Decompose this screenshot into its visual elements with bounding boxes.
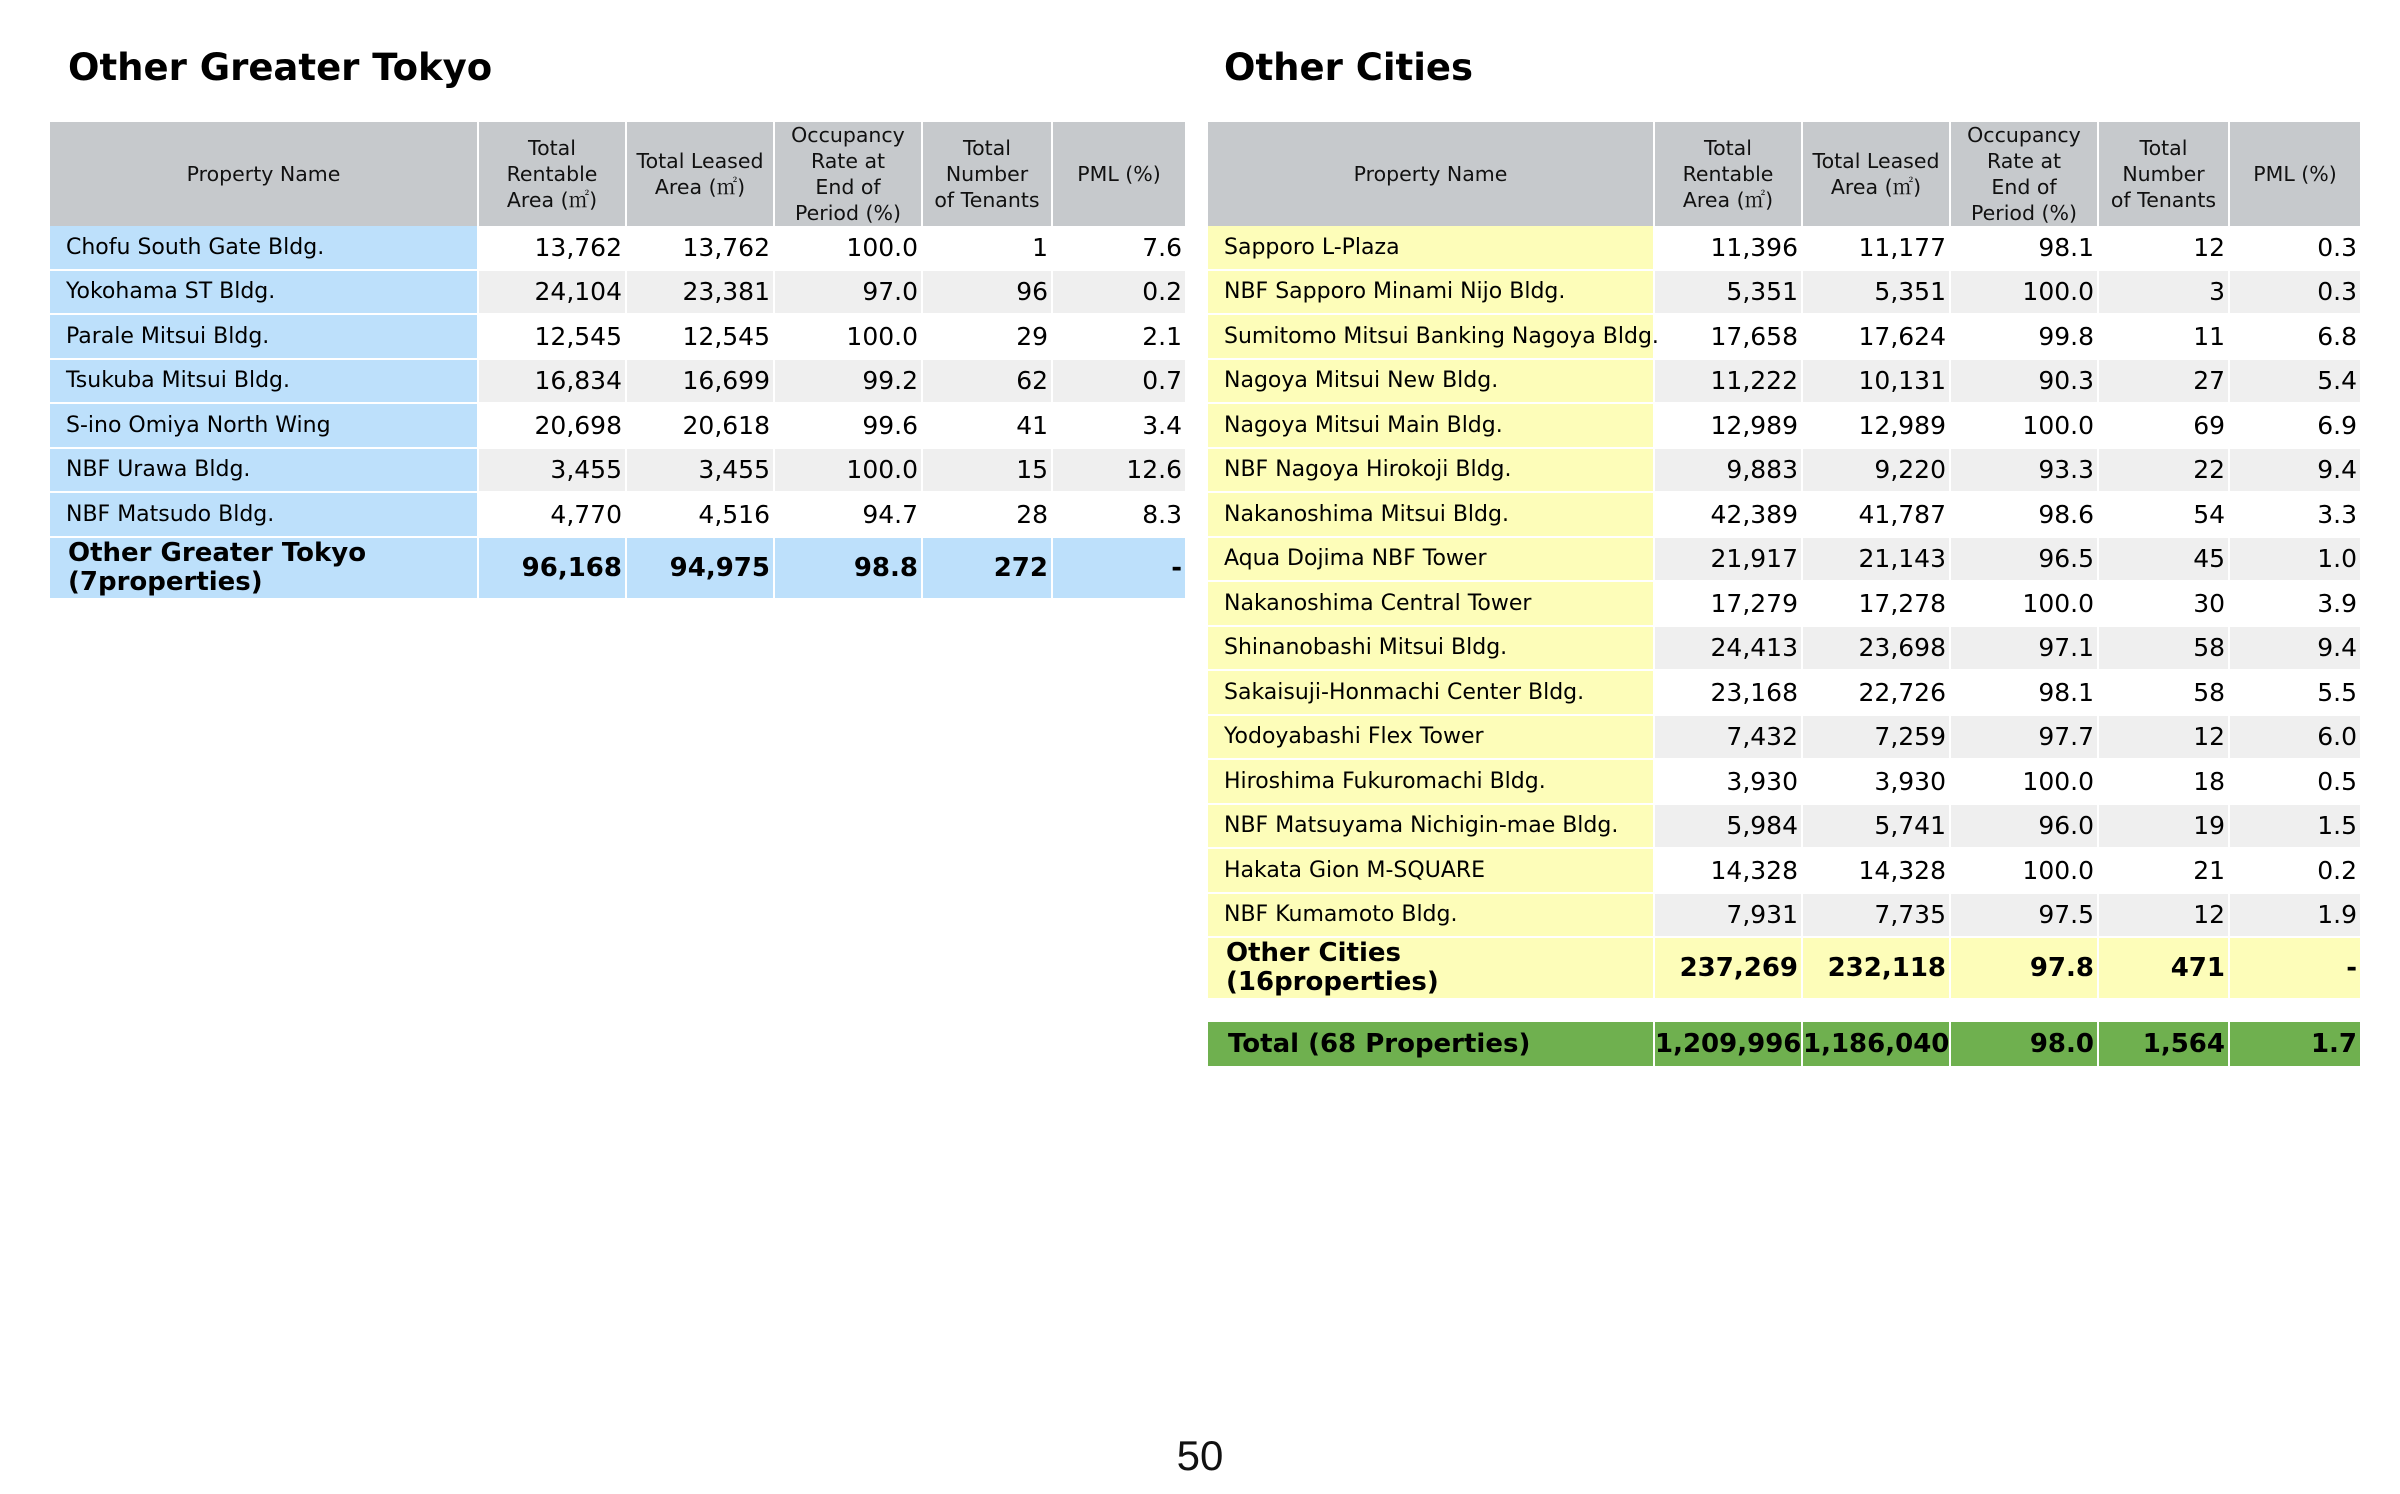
leased-area: 17,624 <box>1802 314 1950 359</box>
header-property-name: Property Name <box>1208 122 1654 226</box>
table-row <box>1208 448 2360 493</box>
tenant-count: 12 <box>2098 715 2229 760</box>
property-name: NBF Kumamoto Bldg. <box>1208 893 1654 938</box>
property-name: Nagoya Mitsui Main Bldg. <box>1208 403 1654 448</box>
header-occupancy-rate: Occupancy Rate at End of Period (%) <box>1950 122 2098 226</box>
subtotal-rentable-area: 96,168 <box>478 537 626 599</box>
table-row <box>50 492 1185 537</box>
header-row <box>1208 122 2360 226</box>
rentable-area: 17,279 <box>1654 581 1802 626</box>
leased-area: 14,328 <box>1802 848 1950 893</box>
tenant-count: 54 <box>2098 492 2229 537</box>
pml-value: 1.9 <box>2229 893 2360 938</box>
subtotal-label: Other Cities (16properties) <box>1208 937 1654 999</box>
rentable-area: 20,698 <box>478 403 626 448</box>
rentable-area: 16,834 <box>478 359 626 404</box>
rentable-area: 24,104 <box>478 270 626 315</box>
leased-area: 3,930 <box>1802 759 1950 804</box>
table-row <box>1208 226 2360 270</box>
leased-area: 5,741 <box>1802 804 1950 849</box>
occupancy-rate: 98.1 <box>1950 226 2098 270</box>
pml-value: 1.5 <box>2229 804 2360 849</box>
leased-area: 12,989 <box>1802 403 1950 448</box>
section-title-other-cities: Other Cities <box>1224 46 1474 89</box>
tenant-count: 29 <box>922 314 1052 359</box>
pml-value: 0.3 <box>2229 270 2360 315</box>
table-row <box>1208 848 2360 893</box>
grand-total-tenant-count: 1,564 <box>2098 1022 2229 1066</box>
rentable-area: 7,931 <box>1654 893 1802 938</box>
grand-total-rentable-area: 1,209,996 <box>1654 1022 1802 1066</box>
rentable-area: 11,222 <box>1654 359 1802 404</box>
pml-value: 9.4 <box>2229 448 2360 493</box>
property-name: NBF Matsudo Bldg. <box>50 492 478 537</box>
pml-value: 3.3 <box>2229 492 2360 537</box>
table-row <box>50 448 1185 493</box>
rentable-area: 21,917 <box>1654 537 1802 582</box>
subtotal-pml: - <box>1052 537 1185 599</box>
header-tenants: Total Number of Tenants <box>922 122 1052 226</box>
leased-area: 23,698 <box>1802 626 1950 671</box>
subtotal-occupancy-rate: 97.8 <box>1950 937 2098 999</box>
tenant-count: 22 <box>2098 448 2229 493</box>
subtotal-occupancy-rate: 98.8 <box>774 537 922 599</box>
leased-area: 10,131 <box>1802 359 1950 404</box>
pml-value: 0.2 <box>2229 848 2360 893</box>
pml-value: 0.5 <box>2229 759 2360 804</box>
pml-value: 7.6 <box>1052 226 1185 270</box>
pml-value: 3.4 <box>1052 403 1185 448</box>
greater-tokyo-table <box>50 122 1185 600</box>
rentable-area: 14,328 <box>1654 848 1802 893</box>
tenant-count: 18 <box>2098 759 2229 804</box>
other-cities-table <box>1208 122 2360 1000</box>
tenant-count: 28 <box>922 492 1052 537</box>
leased-area: 21,143 <box>1802 537 1950 582</box>
table-row <box>50 359 1185 404</box>
rentable-area: 12,989 <box>1654 403 1802 448</box>
table-row <box>50 403 1185 448</box>
pml-value: 0.7 <box>1052 359 1185 404</box>
leased-area: 11,177 <box>1802 226 1950 270</box>
property-name: Shinanobashi Mitsui Bldg. <box>1208 626 1654 671</box>
property-name: Nakanoshima Mitsui Bldg. <box>1208 492 1654 537</box>
header-tenants: Total Number of Tenants <box>2098 122 2229 226</box>
tenant-count: 19 <box>2098 804 2229 849</box>
subtotal-label: Other Greater Tokyo (7properties) <box>50 537 478 599</box>
occupancy-rate: 90.3 <box>1950 359 2098 404</box>
occupancy-rate: 96.0 <box>1950 804 2098 849</box>
table-row <box>1208 314 2360 359</box>
rentable-area: 12,545 <box>478 314 626 359</box>
header-pml: PML (%) <box>2229 122 2360 226</box>
leased-area: 7,259 <box>1802 715 1950 760</box>
header-rentable-area: Total Rentable Area (㎡) <box>478 122 626 226</box>
leased-area: 4,516 <box>626 492 774 537</box>
occupancy-rate: 97.1 <box>1950 626 2098 671</box>
rentable-area: 5,351 <box>1654 270 1802 315</box>
property-name: Sumitomo Mitsui Banking Nagoya Bldg. <box>1208 314 1654 359</box>
tenant-count: 12 <box>2098 226 2229 270</box>
subtotal-rentable-area: 237,269 <box>1654 937 1802 999</box>
tenant-count: 3 <box>2098 270 2229 315</box>
occupancy-rate: 97.0 <box>774 270 922 315</box>
pml-value: 8.3 <box>1052 492 1185 537</box>
occupancy-rate: 97.7 <box>1950 715 2098 760</box>
pml-value: 2.1 <box>1052 314 1185 359</box>
leased-area: 13,762 <box>626 226 774 270</box>
leased-area: 20,618 <box>626 403 774 448</box>
occupancy-rate: 100.0 <box>1950 403 2098 448</box>
pml-value: 5.5 <box>2229 670 2360 715</box>
table-row <box>1208 537 2360 582</box>
table-row <box>1208 715 2360 760</box>
property-name: Sapporo L-Plaza <box>1208 226 1654 270</box>
occupancy-rate: 99.6 <box>774 403 922 448</box>
tenant-count: 45 <box>2098 537 2229 582</box>
subtotal-leased-area: 232,118 <box>1802 937 1950 999</box>
occupancy-rate: 100.0 <box>1950 581 2098 626</box>
rentable-area: 17,658 <box>1654 314 1802 359</box>
table-row <box>1208 403 2360 448</box>
header-pml: PML (%) <box>1052 122 1185 226</box>
page-number: 50 <box>1176 1432 1224 1479</box>
header-leased-area: Total Leased Area (㎡) <box>626 122 774 226</box>
pml-value: 1.0 <box>2229 537 2360 582</box>
grand-total-table <box>1208 1022 2360 1066</box>
property-name: Aqua Dojima NBF Tower <box>1208 537 1654 582</box>
tenant-count: 41 <box>922 403 1052 448</box>
tenant-count: 27 <box>2098 359 2229 404</box>
rentable-area: 13,762 <box>478 226 626 270</box>
table-row <box>1208 270 2360 315</box>
table-row <box>50 270 1185 315</box>
pml-value: 0.3 <box>2229 226 2360 270</box>
occupancy-rate: 96.5 <box>1950 537 2098 582</box>
property-name: Hakata Gion M-SQUARE <box>1208 848 1654 893</box>
occupancy-rate: 100.0 <box>774 448 922 493</box>
occupancy-rate: 100.0 <box>1950 848 2098 893</box>
tenant-count: 69 <box>2098 403 2229 448</box>
header-leased-area: Total Leased Area (㎡) <box>1802 122 1950 226</box>
table-row <box>1208 670 2360 715</box>
subtotal-tenant-count: 272 <box>922 537 1052 599</box>
leased-area: 16,699 <box>626 359 774 404</box>
property-name: Nakanoshima Central Tower <box>1208 581 1654 626</box>
grand-total-leased-area: 1,186,040 <box>1802 1022 1950 1066</box>
rentable-area: 3,455 <box>478 448 626 493</box>
leased-area: 3,455 <box>626 448 774 493</box>
rentable-area: 4,770 <box>478 492 626 537</box>
pml-value: 12.6 <box>1052 448 1185 493</box>
occupancy-rate: 100.0 <box>774 226 922 270</box>
tenant-count: 62 <box>922 359 1052 404</box>
table-row <box>1208 893 2360 938</box>
table-row <box>1208 581 2360 626</box>
pml-value: 6.9 <box>2229 403 2360 448</box>
tenant-count: 1 <box>922 226 1052 270</box>
subtotal-pml: - <box>2229 937 2360 999</box>
subtotal-leased-area: 94,975 <box>626 537 774 599</box>
table-row <box>1208 626 2360 671</box>
rentable-area: 5,984 <box>1654 804 1802 849</box>
leased-area: 9,220 <box>1802 448 1950 493</box>
header-occupancy-rate: Occupancy Rate at End of Period (%) <box>774 122 922 226</box>
leased-area: 23,381 <box>626 270 774 315</box>
grand-total-pml: 1.7 <box>2229 1022 2360 1066</box>
leased-area: 5,351 <box>1802 270 1950 315</box>
property-name: Parale Mitsui Bldg. <box>50 314 478 359</box>
property-name: Hiroshima Fukuromachi Bldg. <box>1208 759 1654 804</box>
pml-value: 3.9 <box>2229 581 2360 626</box>
table-row <box>1208 759 2360 804</box>
grand-total-occupancy-rate: 98.0 <box>1950 1022 2098 1066</box>
property-name: NBF Matsuyama Nichigin-mae Bldg. <box>1208 804 1654 849</box>
occupancy-rate: 94.7 <box>774 492 922 537</box>
property-name: NBF Sapporo Minami Nijo Bldg. <box>1208 270 1654 315</box>
tenant-count: 58 <box>2098 626 2229 671</box>
pml-value: 5.4 <box>2229 359 2360 404</box>
rentable-area: 9,883 <box>1654 448 1802 493</box>
tenant-count: 11 <box>2098 314 2229 359</box>
section-title-greater-tokyo: Other Greater Tokyo <box>68 46 493 89</box>
tenant-count: 21 <box>2098 848 2229 893</box>
rentable-area: 24,413 <box>1654 626 1802 671</box>
occupancy-rate: 99.2 <box>774 359 922 404</box>
rentable-area: 7,432 <box>1654 715 1802 760</box>
tenant-count: 15 <box>922 448 1052 493</box>
table-row <box>50 314 1185 359</box>
pml-value: 6.8 <box>2229 314 2360 359</box>
property-name: Yokohama ST Bldg. <box>50 270 478 315</box>
property-name: Chofu South Gate Bldg. <box>50 226 478 270</box>
header-rentable-area: Total Rentable Area (㎡) <box>1654 122 1802 226</box>
occupancy-rate: 98.6 <box>1950 492 2098 537</box>
tenant-count: 30 <box>2098 581 2229 626</box>
property-name: Nagoya Mitsui New Bldg. <box>1208 359 1654 404</box>
rentable-area: 23,168 <box>1654 670 1802 715</box>
rentable-area: 11,396 <box>1654 226 1802 270</box>
pml-value: 9.4 <box>2229 626 2360 671</box>
table-row <box>1208 804 2360 849</box>
property-name: Tsukuba Mitsui Bldg. <box>50 359 478 404</box>
rentable-area: 3,930 <box>1654 759 1802 804</box>
grand-total-label: Total (68 Properties) <box>1208 1022 1654 1066</box>
subtotal-tenant-count: 471 <box>2098 937 2229 999</box>
leased-area: 17,278 <box>1802 581 1950 626</box>
subtotal-row <box>50 537 1185 599</box>
leased-area: 12,545 <box>626 314 774 359</box>
tenant-count: 96 <box>922 270 1052 315</box>
property-name: NBF Urawa Bldg. <box>50 448 478 493</box>
tenant-count: 58 <box>2098 670 2229 715</box>
other-cities-body <box>1208 226 2360 999</box>
pml-value: 0.2 <box>1052 270 1185 315</box>
occupancy-rate: 97.5 <box>1950 893 2098 938</box>
tenant-count: 12 <box>2098 893 2229 938</box>
occupancy-rate: 93.3 <box>1950 448 2098 493</box>
header-row <box>50 122 1185 226</box>
property-name: Sakaisuji-Honmachi Center Bldg. <box>1208 670 1654 715</box>
header-property-name: Property Name <box>50 122 478 226</box>
property-name: S-ino Omiya North Wing <box>50 403 478 448</box>
subtotal-row <box>1208 937 2360 999</box>
occupancy-rate: 100.0 <box>1950 270 2098 315</box>
table-row <box>1208 492 2360 537</box>
rentable-area: 42,389 <box>1654 492 1802 537</box>
property-name: NBF Nagoya Hirokoji Bldg. <box>1208 448 1654 493</box>
leased-area: 41,787 <box>1802 492 1950 537</box>
table-row <box>1208 359 2360 404</box>
property-name: Yodoyabashi Flex Tower <box>1208 715 1654 760</box>
leased-area: 22,726 <box>1802 670 1950 715</box>
occupancy-rate: 99.8 <box>1950 314 2098 359</box>
occupancy-rate: 100.0 <box>774 314 922 359</box>
occupancy-rate: 98.1 <box>1950 670 2098 715</box>
occupancy-rate: 100.0 <box>1950 759 2098 804</box>
table-row <box>50 226 1185 270</box>
grand-total-row <box>1208 1022 2360 1066</box>
pml-value: 6.0 <box>2229 715 2360 760</box>
leased-area: 7,735 <box>1802 893 1950 938</box>
